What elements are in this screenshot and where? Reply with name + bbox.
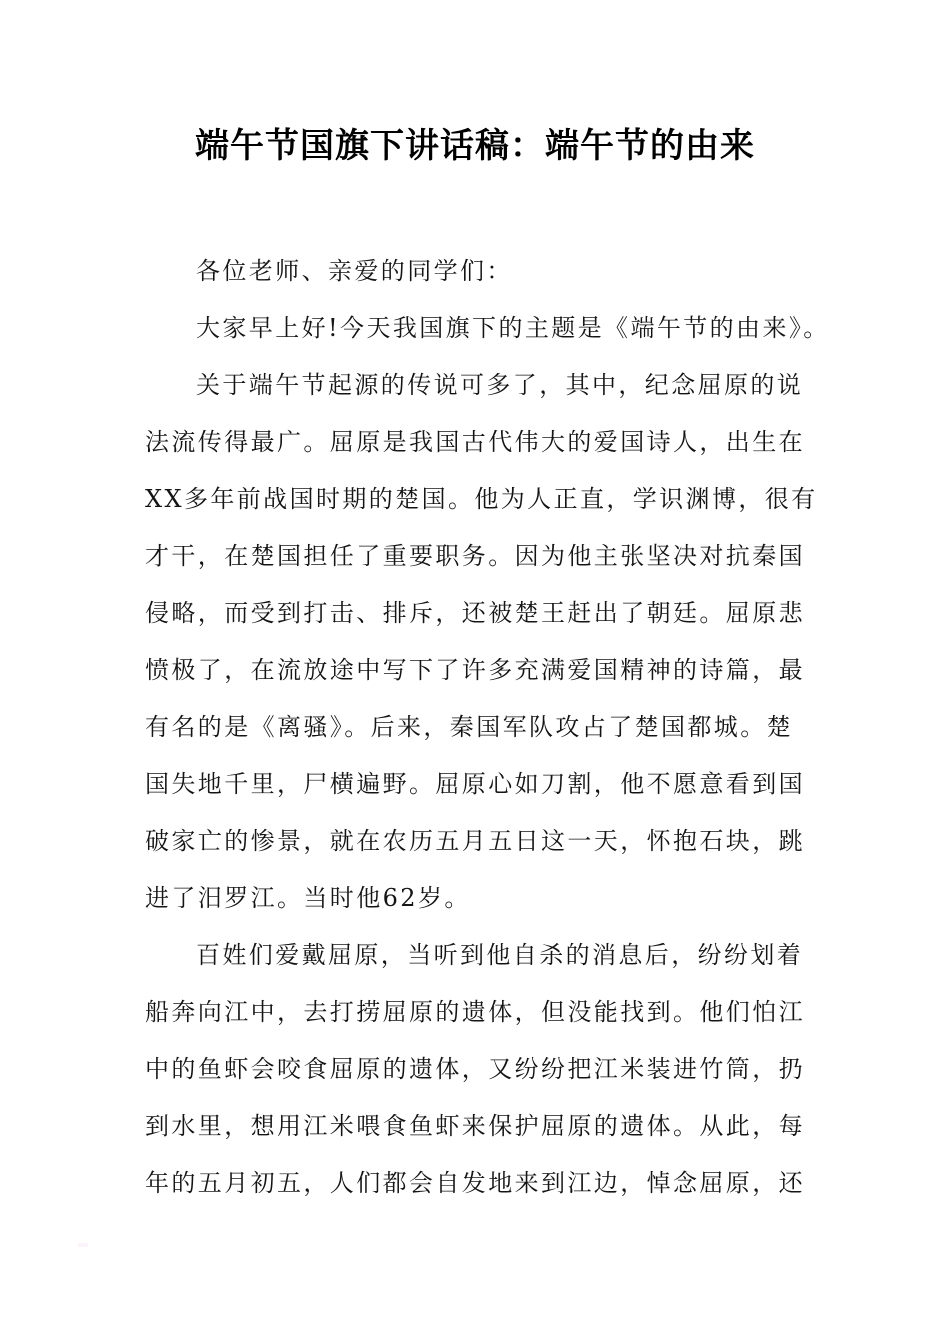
paragraph-line: 有名的是《离骚》。后来，秦国军队攻占了楚国都城。楚: [145, 713, 793, 741]
paragraph-line: 中的鱼虾会咬食屈原的遗体，又纷纷把江米装进竹筒，扔: [145, 1055, 805, 1083]
paragraph-line: 到水里，想用江米喂食鱼虾来保护屈原的遗体。从此，每: [145, 1112, 805, 1140]
opening-line: 大家早上好!今天我国旗下的主题是《端午节的由来》。: [196, 314, 830, 342]
paragraph-line: 破家亡的惨景，就在农历五月五日这一天，怀抱石块，跳: [145, 827, 805, 855]
paragraph-line: 进了汨罗江。当时他62岁。: [145, 884, 471, 912]
document-title: 端午节国旗下讲话稿：端午节的由来: [195, 126, 755, 166]
greeting-line: 各位老师、亲爱的同学们：: [196, 257, 513, 285]
paragraph-line: 关于端午节起源的传说可多了，其中，纪念屈原的说: [196, 371, 804, 399]
paragraph-line: 国失地千里，尸横遍野。屈原心如刀割，他不愿意看到国: [145, 770, 805, 798]
paragraph-line: 侵略，而受到打击、排斥，还被楚王赶出了朝廷。屈原悲: [145, 599, 805, 627]
paragraph-line: 百姓们爱戴屈原，当听到他自杀的消息后，纷纷划着: [196, 941, 804, 969]
paragraph-line: 才干，在楚国担任了重要职务。因为他主张坚决对抗秦国: [145, 542, 805, 570]
paragraph-line: 愤极了，在流放途中写下了许多充满爱国精神的诗篇，最: [145, 656, 805, 684]
faint-page-mark: [78, 1243, 88, 1247]
paragraph-line: 年的五月初五，人们都会自发地来到江边，悼念屈原，还: [145, 1169, 805, 1197]
paragraph-line: 法流传得最广。屈原是我国古代伟大的爱国诗人，出生在: [145, 428, 805, 456]
paragraph-line: XX多年前战国时期的楚国。他为人正直，学识渊博，很有: [145, 485, 818, 513]
paragraph-line: 船奔向江中，去打捞屈原的遗体，但没能找到。他们怕江: [145, 998, 805, 1026]
